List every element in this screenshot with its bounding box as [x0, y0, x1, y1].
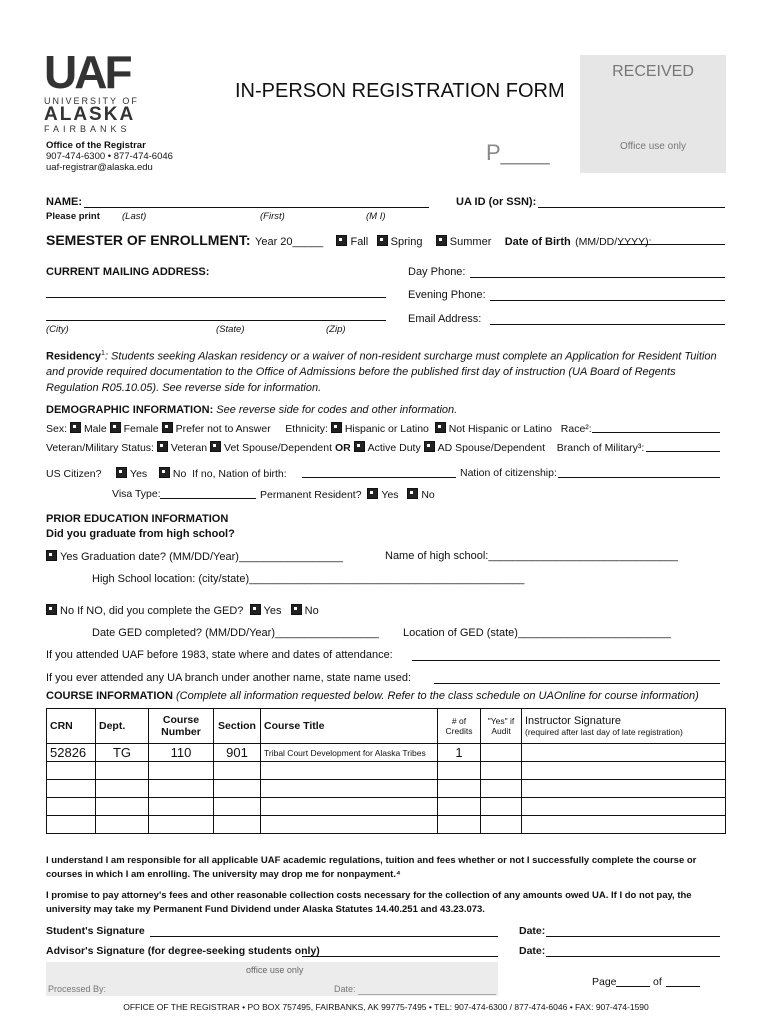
- summer-label: Summer: [449, 236, 492, 248]
- hs-yes-row: [46, 550, 343, 563]
- ad-spouse-label: AD Spouse/Dependent: [437, 442, 546, 454]
- ged-no-label: No: [304, 605, 319, 617]
- sex-label: Sex:: [46, 423, 68, 435]
- credits-header: # of Credits: [438, 709, 481, 744]
- processed-date-field[interactable]: [358, 994, 496, 995]
- if-no-label: If no, Nation of birth:: [192, 468, 287, 480]
- citizenship-label: Nation of citizenship:: [460, 467, 557, 479]
- logo-line1: UNIVERSITY OF: [44, 96, 139, 106]
- branch-label: Branch of Military³:: [556, 442, 645, 454]
- spring-checkbox[interactable]: [377, 235, 388, 246]
- evening-phone-field[interactable]: [490, 300, 725, 301]
- day-phone-field[interactable]: [470, 277, 725, 278]
- semester-row: [46, 232, 652, 250]
- day-phone-label: Day Phone:: [408, 266, 466, 278]
- female-checkbox[interactable]: [110, 422, 121, 433]
- or-label: OR: [334, 442, 351, 454]
- residency-sup: 1: [101, 350, 105, 357]
- num-cell[interactable]: [149, 762, 214, 780]
- perm-resident-label: Permanent Resident?: [260, 489, 362, 501]
- section-cell[interactable]: 901: [214, 744, 261, 762]
- student-date-field[interactable]: [546, 936, 720, 937]
- responsibility-statement: I understand I am responsible for all applicable UAF academic regulations, tuition and fees whether or not I successfully complete the course or courses in which I am enrolling. The university may drop me for nonpayment.⁴: [46, 855, 697, 880]
- email-label: Email Address:: [408, 313, 482, 325]
- perm-resident-row: [260, 488, 435, 501]
- table-row: [47, 780, 726, 798]
- demographic-note: See reverse side for codes and other information.: [216, 404, 458, 416]
- crn-header: CRN: [47, 709, 96, 744]
- audit-cell[interactable]: [481, 762, 522, 780]
- course-title-header: Course Title: [261, 709, 438, 744]
- not-hispanic-checkbox[interactable]: [435, 422, 446, 433]
- title-cell[interactable]: [261, 816, 438, 834]
- instructor-label: Instructor Signature: [525, 715, 621, 727]
- crn-cell[interactable]: 52826: [47, 744, 96, 762]
- office-email: uaf-registrar@alaska.edu: [46, 162, 153, 173]
- credits-cell[interactable]: [438, 816, 481, 834]
- perm-no-checkbox[interactable]: [407, 488, 418, 499]
- email-field[interactable]: [490, 324, 725, 325]
- logo-line3: FAIRBANKS: [44, 124, 131, 134]
- zip-label: (Zip): [326, 324, 346, 335]
- ged-yes-checkbox[interactable]: [250, 604, 261, 615]
- please-print: Please print: [46, 211, 100, 222]
- student-signature-label: Student's Signature: [46, 925, 145, 937]
- ged-question: No If NO, did you complete the GED?: [60, 605, 244, 617]
- course-note: (Complete all information requested below. Refer to the class schedule on UAOnline for course information): [175, 690, 699, 702]
- table-row: [47, 744, 726, 762]
- footer-address: OFFICE OF THE REGISTRAR • PO BOX 757495, FAIRBANKS, AK 99775-7495 • TEL: 907-474-6300 / 877-474-6046 • FAX: 907-474-1590: [123, 1002, 649, 1012]
- crn-cell[interactable]: [47, 816, 96, 834]
- hs-yes-line: Yes Graduation date? (MM/DD/Year)_________________: [60, 551, 343, 563]
- year-field[interactable]: Year 20_____: [255, 236, 324, 248]
- ethnicity-label: Ethnicity:: [285, 423, 328, 435]
- city-label: (City): [46, 324, 69, 335]
- perm-yes-label: Yes: [381, 489, 399, 501]
- last-label: (Last): [122, 211, 147, 222]
- crn-cell[interactable]: [47, 798, 96, 816]
- crn-cell[interactable]: [47, 762, 96, 780]
- perm-no-label: No: [421, 489, 435, 501]
- hs-name[interactable]: Name of high school:_______________________________: [385, 550, 678, 562]
- veteran-label: Veteran: [170, 442, 208, 454]
- female-label: Female: [123, 423, 159, 435]
- not-hispanic-label: Not Hispanic or Latino: [448, 423, 553, 435]
- hs-location[interactable]: High School location: (city/state)_____________________________________________: [92, 573, 525, 585]
- state-label: (State): [216, 324, 245, 335]
- hs-no-checkbox[interactable]: [46, 604, 57, 615]
- sig-cell[interactable]: [522, 744, 726, 762]
- instructor-header: [522, 709, 726, 744]
- vet-spouse-checkbox[interactable]: [210, 441, 221, 452]
- race-label: Race²:: [560, 423, 592, 435]
- num-cell[interactable]: [149, 780, 214, 798]
- prior-question: Did you graduate from high school?: [46, 528, 235, 540]
- address-label: CURRENT MAILING ADDRESS:: [46, 266, 210, 278]
- veteran-checkbox[interactable]: [157, 441, 168, 452]
- summer-checkbox[interactable]: [436, 235, 447, 246]
- address-line1[interactable]: [46, 297, 386, 298]
- course-number-header: Course Number: [149, 709, 214, 744]
- course-label: COURSE INFORMATION: [46, 690, 173, 702]
- hispanic-checkbox[interactable]: [331, 422, 342, 433]
- page-field[interactable]: [616, 986, 650, 987]
- advisor-date-label: Date:: [519, 945, 546, 957]
- sig-cell[interactable]: [522, 780, 726, 798]
- veteran-status-label: Veteran/Military Status:: [46, 442, 154, 454]
- logo-line2: ALASKA: [44, 104, 136, 125]
- credits-cell[interactable]: [438, 762, 481, 780]
- table-row: [47, 798, 726, 816]
- male-checkbox[interactable]: [70, 422, 81, 433]
- active-duty-label: Active Duty: [367, 442, 421, 454]
- num-cell[interactable]: [149, 798, 214, 816]
- office-use-footer-label: office use only: [246, 965, 304, 975]
- title-cell[interactable]: Tribal Court Development for Alaska Tribes: [261, 744, 438, 762]
- received-box: [580, 55, 726, 173]
- uaf-before-label: If you attended UAF before 1983, state where and dates of attendance:: [46, 649, 393, 661]
- page-title: IN-PERSON REGISTRATION FORM: [235, 80, 565, 102]
- prior-label: PRIOR EDUCATION INFORMATION: [46, 513, 229, 525]
- credits-cell[interactable]: [438, 780, 481, 798]
- office-name: Office of the Registrar: [46, 140, 146, 151]
- advisor-date-field[interactable]: [546, 956, 720, 957]
- received-label: RECEIVED: [612, 63, 694, 80]
- ged-yes-label: Yes: [263, 605, 282, 617]
- dept-header: Dept.: [96, 709, 149, 744]
- perm-yes-checkbox[interactable]: [367, 488, 378, 499]
- ged-no-checkbox[interactable]: [291, 604, 302, 615]
- spring-label: Spring: [390, 236, 423, 248]
- branch-field[interactable]: [646, 451, 720, 452]
- instructor-note: (required after last day of late registration): [525, 727, 683, 737]
- page-label: Page: [592, 976, 617, 988]
- title-cell[interactable]: [261, 780, 438, 798]
- fall-label: Fall: [350, 236, 369, 248]
- race-field[interactable]: [592, 432, 720, 433]
- sig-cell[interactable]: [522, 798, 726, 816]
- visa-field[interactable]: [160, 498, 256, 499]
- uaf-before-field[interactable]: [412, 660, 720, 661]
- veteran-row: [46, 441, 644, 454]
- residency-label: Residency: [46, 350, 102, 363]
- table-row: [47, 816, 726, 834]
- prefer-checkbox[interactable]: [162, 422, 173, 433]
- advisor-signature-field[interactable]: [302, 956, 498, 957]
- num-cell[interactable]: 110: [149, 744, 214, 762]
- section-cell[interactable]: [214, 798, 261, 816]
- student-date-label: Date:: [519, 925, 546, 937]
- student-signature-field[interactable]: [150, 936, 498, 937]
- course-heading: [46, 690, 699, 702]
- nation-birth-field[interactable]: [302, 477, 456, 478]
- processed-date-label: Date:: [334, 984, 356, 994]
- course-table: [46, 708, 726, 834]
- other-name-field[interactable]: [434, 683, 720, 684]
- citizen-yes-label: Yes: [130, 468, 148, 480]
- sex-row: [46, 422, 592, 435]
- first-label: (First): [260, 211, 285, 222]
- p-number: P____: [486, 140, 550, 165]
- fall-checkbox[interactable]: [336, 235, 347, 246]
- dept-cell[interactable]: [96, 780, 149, 798]
- citizen-no-label: No: [172, 468, 187, 480]
- semester-label: SEMESTER OF ENROLLMENT:: [46, 232, 251, 248]
- ged-row: [46, 604, 319, 617]
- dob-field[interactable]: [618, 244, 725, 245]
- dept-cell[interactable]: [96, 762, 149, 780]
- name-label: NAME:: [46, 196, 83, 208]
- office-use-label: Office use only: [620, 141, 686, 152]
- residency-paragraph: [46, 346, 726, 396]
- ad-spouse-checkbox[interactable]: [424, 441, 435, 452]
- demographic-label: DEMOGRAPHIC INFORMATION:: [46, 404, 214, 416]
- credits-cell[interactable]: 1: [438, 744, 481, 762]
- credits-cell[interactable]: [438, 798, 481, 816]
- dob-label: Date of Birth: [504, 236, 571, 248]
- processed-by-label: Processed By:: [48, 984, 107, 994]
- title-cell[interactable]: [261, 762, 438, 780]
- uaf-logo: [44, 46, 144, 134]
- advisor-signature-label: Advisor's Signature (for degree-seeking students only): [46, 945, 320, 957]
- evening-phone-label: Evening Phone:: [408, 289, 486, 301]
- uaid-field[interactable]: [538, 207, 725, 208]
- audit-header: "Yes" if Audit: [481, 709, 522, 744]
- citizen-yes-checkbox[interactable]: [116, 467, 127, 478]
- of-label: of: [653, 976, 662, 988]
- name-field[interactable]: [84, 207, 429, 208]
- uaid-label: UA ID (or SSN):: [456, 196, 537, 208]
- mi-label: (M I): [366, 211, 386, 222]
- visa-label: Visa Type:: [112, 488, 161, 500]
- demographic-heading: [46, 404, 457, 416]
- crn-cell[interactable]: [47, 780, 96, 798]
- sig-cell[interactable]: [522, 762, 726, 780]
- num-cell[interactable]: [149, 816, 214, 834]
- sig-cell[interactable]: [522, 816, 726, 834]
- citizenship-field[interactable]: [558, 477, 720, 478]
- citizen-row: [46, 467, 287, 480]
- ged-location[interactable]: Location of GED (state)_________________________: [403, 627, 671, 639]
- office-phones: 907-474-6300 • 877-474-6046: [46, 151, 173, 162]
- audit-cell[interactable]: [481, 816, 522, 834]
- section-cell[interactable]: [214, 816, 261, 834]
- logo-mark: UAF: [44, 46, 130, 98]
- hs-yes-checkbox[interactable]: [46, 550, 57, 561]
- dob-format: (MM/DD/YYYY):: [575, 236, 652, 248]
- audit-cell[interactable]: [481, 744, 522, 762]
- collection-statement: I promise to pay attorney's fees and other reasonable collection costs necessary for the collection of any amounts owed UA. If I do not pay, the university may take my Permanent Fund Dividend under Alaska Statutes 14.40.251 and 43.23.073.: [46, 890, 692, 915]
- address-line2[interactable]: [46, 320, 386, 321]
- section-cell[interactable]: [214, 780, 261, 798]
- audit-cell[interactable]: [481, 780, 522, 798]
- vet-spouse-label: Vet Spouse/Dependent: [224, 442, 333, 454]
- table-row: [47, 762, 726, 780]
- section-cell[interactable]: [214, 762, 261, 780]
- hispanic-label: Hispanic or Latino: [344, 423, 429, 435]
- of-field[interactable]: [666, 986, 700, 987]
- other-name-label: If you ever attended any UA branch under another name, state name used:: [46, 672, 412, 684]
- male-label: Male: [83, 423, 107, 435]
- prefer-label: Prefer not to Answer: [175, 423, 271, 435]
- citizen-no-checkbox[interactable]: [159, 467, 170, 478]
- us-citizen-label: US Citizen?: [46, 468, 102, 480]
- residency-text: : Students seeking Alaskan residency or a waiver of non-resident surcharge must complete an Application for Resident Tuition and provide required documentation to the Office of Admissions before the published first day of instruction (UA Board of Regents Regulation R05.10.05). See reverse side for information.: [46, 350, 717, 394]
- dept-cell[interactable]: [96, 798, 149, 816]
- ged-date[interactable]: Date GED completed? (MM/DD/Year)_________________: [92, 627, 379, 639]
- course-header-row: [47, 709, 726, 744]
- dept-cell[interactable]: [96, 816, 149, 834]
- dept-cell[interactable]: TG: [96, 744, 149, 762]
- title-cell[interactable]: [261, 798, 438, 816]
- active-duty-checkbox[interactable]: [354, 441, 365, 452]
- audit-cell[interactable]: [481, 798, 522, 816]
- section-header: Section: [214, 709, 261, 744]
